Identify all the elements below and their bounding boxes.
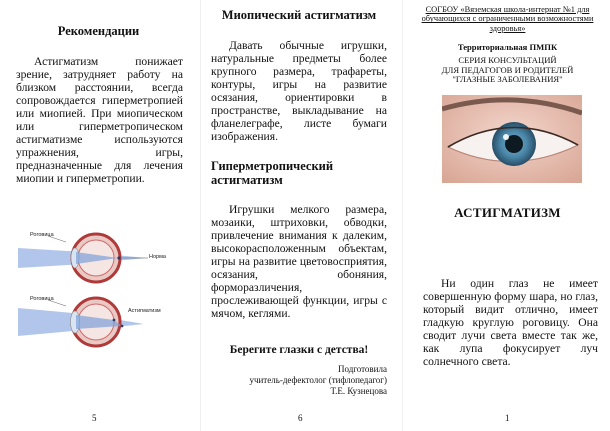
page-number: 5: [92, 413, 97, 423]
myopic-astigmatism-text: Давать обычные игрушки, натуральные предметы более крупного размера, трафареты, контуры, игры на развитие осязания, ориентировки в пространстве, выкладывание на фланелеграфе, листе бумаги изображения.: [211, 39, 387, 143]
recommendations-text: Астигматизм понижает зрение, затрудняет работу на близком расстоянии, всегда сопровождается гиперметропией или миопией. При миопическом или гиперметропическом астигматизме используются упражнения, игры, предназначенные для лечения миопии и гиперметропии.: [16, 55, 183, 185]
hypermetropic-astigmatism-text: Игрушки мелкого размера, мозаики, штриховки, обводки, привлечение внимания к далеким, высокорасположенным объектам, игры на развитие цветовосприятия, осязания, обоняния, форморазличения, прослеживающей функции, игры с мячом, кеглями.: [211, 203, 387, 320]
eye-diagram-normal: [18, 230, 178, 286]
main-title: АСТИГМАТИЗМ: [454, 205, 561, 220]
intro-text: Ни один глаз не имеет совершенную форму шара, но глаз, который видит отлично, имеет гладкую круглую роговицу. Она сводит лучи света вместе так же, как лупа фокусирует луч солнечного света.: [423, 276, 598, 368]
eye-photo: [442, 95, 582, 183]
signature-line: Подготовила: [337, 364, 387, 374]
panel-recommendations: [0, 0, 197, 431]
signature-line: Т.Е. Кузнецова: [330, 386, 387, 396]
consultation-series: [415, 56, 600, 85]
astigmatism-label: Астигматизм: [128, 308, 161, 314]
organization-name: СОГБОУ «Вяземская школа-интернат №1 для обучающихся с ограниченными возможностями здоровья»: [421, 5, 594, 33]
panel-cover: [405, 0, 610, 431]
cornea-label: Роговица: [30, 296, 54, 302]
myopic-astigmatism-title: Миопический астигматизм: [221, 8, 377, 22]
normal-label: Норма: [149, 254, 166, 260]
hypermetropic-astigmatism-title: Гиперметропический астигматизм: [211, 159, 334, 187]
slogan: Берегите глазки с детства!: [229, 344, 369, 356]
cornea-label: Роговица: [30, 232, 54, 238]
signature-line: учитель-дефектолог (тифлопедагог): [249, 375, 387, 385]
author-signature: [211, 364, 387, 397]
series-line: СЕРИЯ КОНСУЛЬТАЦИЙ: [458, 55, 557, 65]
page-number: 6: [298, 413, 303, 423]
panel-recommendations-types: [203, 0, 399, 431]
page-number: 1: [505, 413, 510, 423]
eye-diagram-astigmatism: [18, 294, 178, 350]
eye-icon: [442, 95, 582, 183]
series-line: ДЛЯ ПЕДАГОГОВ И РОДИТЕЛЕЙ: [441, 64, 574, 75]
eye-astigmatism-illustration: [18, 294, 178, 350]
territorial-pmpk: Территориальная ПМПК: [457, 42, 558, 52]
recommendations-title: Рекомендации: [57, 24, 140, 38]
fold-line: [200, 0, 201, 431]
series-line: "ГЛАЗНЫЕ ЗАБОЛЕВАНИЯ": [452, 74, 563, 85]
fold-line: [402, 0, 403, 431]
